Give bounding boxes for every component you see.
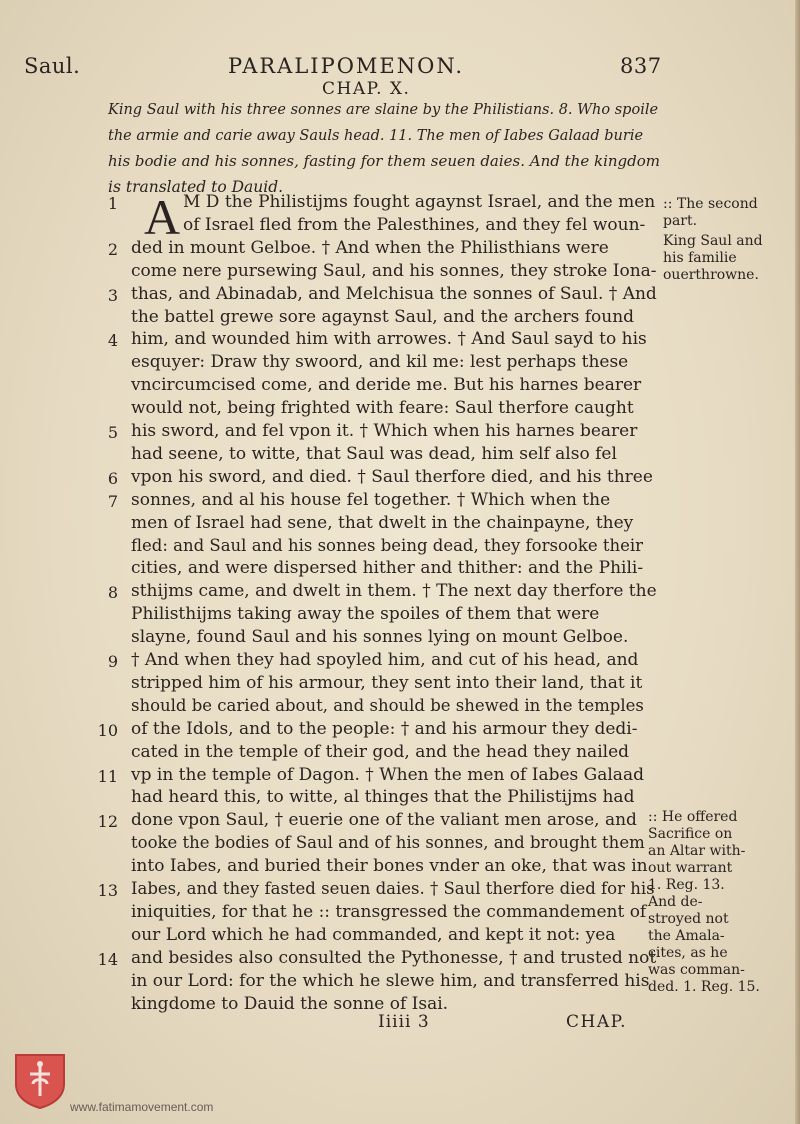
- body-line: cities, and were dispersed hither and thither: and the Phili-: [131, 558, 644, 579]
- chapter-summary: [108, 98, 660, 200]
- body-line: esquyer: Draw thy swoord, and kil me: lest perhaps these: [131, 352, 629, 373]
- body-line: into Iabes, and buried their bones vnder an oke, that was in: [131, 856, 648, 877]
- margin-note-line: ded. 1. Reg. 15.: [648, 979, 760, 995]
- margin-note-line: :: The second: [663, 196, 758, 212]
- body-line: our Lord which he had commanded, and kept it not: yea: [131, 924, 616, 945]
- body-line: had heard this, to witte, al thinges that the Philistijms had: [131, 787, 635, 808]
- body-line: come nere pursewing Saul, and his sonnes, they stroke Iona-: [131, 260, 657, 281]
- body-line: M D the Philistijms fought agaynst Israel, and the men: [183, 192, 656, 212]
- body-line: stripped him of his armour, they sent into their land, that it: [131, 672, 643, 693]
- body-line: men of Israel had sene, that dwelt in the chainpayne, they: [131, 512, 634, 533]
- margin-note-line: was comman-: [648, 962, 745, 978]
- body-line: iniquities, for that he :: transgressed the commandement of: [131, 901, 647, 922]
- body-line: thas, and Abinadab, and Melchisua the sonnes of Saul. † And: [131, 283, 657, 304]
- summary-line: King Saul with his three sonnes are slaine by the Philistians. 8. Who spoile: [108, 102, 659, 118]
- margin-note-line: stroyed not: [648, 911, 729, 927]
- body-line: had seene, to witte, that Saul was dead, him self also fel: [131, 443, 617, 464]
- verse-number: 8: [107, 583, 118, 603]
- margin-note-line: part.: [663, 213, 698, 229]
- verse-number: 10: [97, 720, 118, 740]
- verse-number: 5: [107, 423, 118, 442]
- body-line: vp in the temple of Dagon. † When the men of Iabes Galaad: [131, 764, 644, 785]
- verse-number: 12: [97, 812, 118, 832]
- summary-line: the armie and carie away Sauls head. 11. The men of Iabes Galaad burie: [108, 127, 644, 144]
- summary-line: is translated to Dauid.: [108, 177, 284, 196]
- verse-number: 4: [107, 331, 118, 351]
- verse-number: 14: [97, 949, 118, 969]
- verse-number: 3: [107, 285, 118, 305]
- margin-note-line: ouerthrowne.: [663, 267, 759, 283]
- body-line: vncircumcised come, and deride me. But his harnes bearer: [131, 375, 642, 396]
- body-line: tooke the bodies of Saul and of his sonnes, and brought them: [131, 833, 645, 853]
- body-line: sonnes, and al his house fel together. † Which when the: [131, 489, 611, 510]
- verse-number: 2: [107, 239, 118, 259]
- body-line: the battel grewe sore agaynst Saul, and the archers found: [131, 306, 635, 327]
- margin-note-line: King Saul and: [663, 233, 763, 249]
- page-edge: [795, 0, 800, 1124]
- body-line: of the Idols, and to the people: † and his armour they dedi-: [131, 718, 638, 739]
- body-line: and besides also consulted the Pythonesse, † and trusted not: [131, 947, 657, 968]
- body-line: vpon his sword, and died. † Saul therfore died, and his three: [131, 466, 653, 487]
- running-head-left: Saul.: [24, 54, 81, 78]
- verse-number: 1: [107, 194, 118, 213]
- summary-line: his bodie and his sonnes, fasting for them seuen daies. And the kingdom: [108, 152, 660, 170]
- body-line: slayne, found Saul and his sonnes lying on mount Gelboe.: [131, 627, 629, 648]
- margin-note-line: :: He offered: [648, 809, 738, 825]
- margin-note-line: an Altar with-: [648, 843, 746, 859]
- margin-note-line: the Amala-: [648, 928, 725, 944]
- body-line: done vpon Saul, † euerie one of the valiant men arose, and: [131, 810, 637, 831]
- verse-number: 13: [97, 881, 118, 900]
- body-line: sthijms came, and dwelt in them. † The next day therfore the: [131, 581, 657, 602]
- body-line: Iabes, and they fasted seuen daies. † Saul therfore died for his: [131, 879, 655, 898]
- verse-number: 7: [107, 491, 118, 511]
- body-line: should be caried about, and should be shewed in the temples: [131, 695, 644, 715]
- margin-note-line: And de-: [648, 894, 703, 910]
- body-line: would not, being frighted with feare: Saul therfore caught: [131, 398, 634, 419]
- body-line: Philisthijms taking away the spoiles of them that were: [131, 604, 600, 625]
- page-number: 837: [620, 54, 662, 78]
- body-line: ded in mount Gelboe. † And when the Philisthians were: [131, 237, 609, 258]
- margin-note-line: Sacrifice on: [648, 826, 733, 842]
- margin-note-line: 1. Reg. 13.: [648, 877, 725, 893]
- body-line: cated in the temple of their god, and the head they nailed: [131, 741, 630, 762]
- chapter-title: CHAP. X.: [322, 79, 411, 99]
- body-line: him, and wounded him with arrowes. † And Saul sayd to his: [131, 329, 647, 350]
- drop-cap: A: [144, 189, 181, 245]
- body-line: his sword, and fel vpon it. † Which when his harnes bearer: [131, 421, 638, 441]
- catchword: CHAP.: [566, 1012, 628, 1032]
- body-line: fled: and Saul and his sonnes being dead, they forsooke their: [131, 535, 644, 555]
- signature-mark: Iiiii 3: [378, 1012, 430, 1032]
- margin-note-line: out warrant: [648, 860, 733, 876]
- verse-number: 9: [107, 652, 118, 671]
- body-line: in our Lord: for the which he slewe him, and transferred his: [131, 970, 650, 991]
- verse-number: 11: [97, 766, 118, 786]
- fatima-shield-logo-icon: [13, 1052, 67, 1110]
- margin-note-line: his familie: [663, 250, 737, 266]
- body-line: of Israel fled from the Palesthines, and they fel woun-: [183, 214, 646, 235]
- running-head-title: PARALIPOMENON.: [228, 54, 465, 78]
- margin-note-line: cites, as he: [648, 945, 728, 961]
- verse-number: 6: [107, 468, 118, 488]
- body-line: † And when they had spoyled him, and cut of his head, and: [131, 650, 639, 670]
- body-line: kingdome to Dauid the sonne of Isai.: [131, 993, 449, 1014]
- watermark-url: www.fatimamovement.com: [70, 1100, 214, 1114]
